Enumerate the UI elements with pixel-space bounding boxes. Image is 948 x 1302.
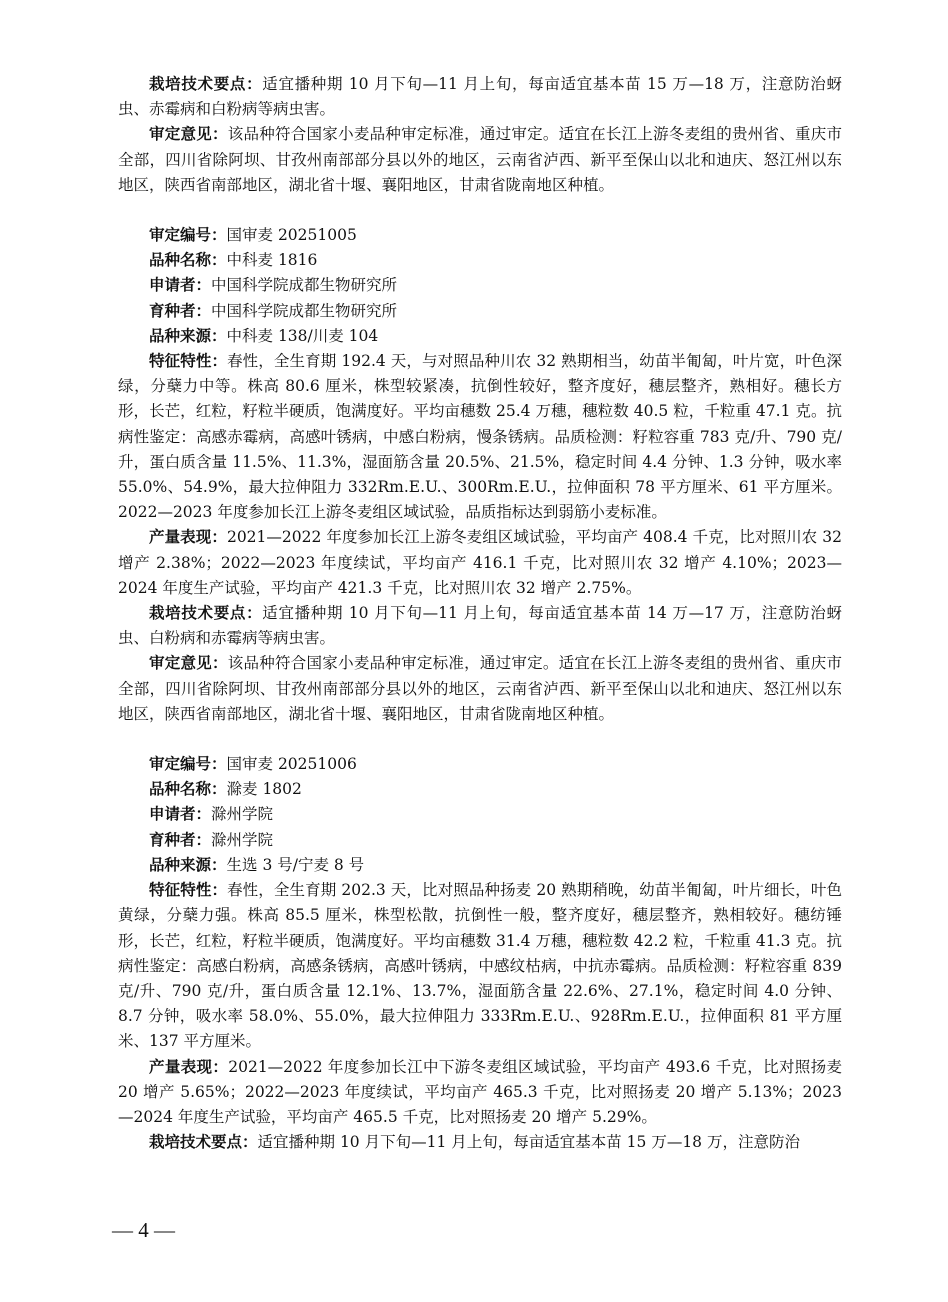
field-text: 中科麦 138/川麦 104 [226,326,379,345]
field-text: 国审麦 20251005 [226,226,357,245]
cultivation-tips-paragraph [118,72,842,122]
field-text: 生选 3 号/宁麦 8 号 [226,855,365,874]
variety-name [118,248,842,273]
field-text: 2021—2022 年度参加长江上游冬麦组区域试验，平均亩产 408.4 千克，比对照川农 32 增产 2.38%；2022—2023 年度续试，平均亩产 416.1 千克，比对照川农 32 增产 4.10%；2023—2024 年度生产试验，平均亩产 421.3 千克，比对照川农 32 增产 2.75%。 [118,528,842,597]
field-text: 中国科学院成都生物研究所 [211,276,398,295]
variety-name [118,777,842,802]
field-label: 申请者： [149,276,212,295]
yield-paragraph [118,525,842,601]
field-label: 品种名称： [149,251,227,270]
field-label: 栽培技术要点： [149,75,263,93]
field-label: 特征特性： [149,352,228,371]
field-label: 审定意见： [149,125,228,144]
page-number: — 4 — [112,1218,175,1242]
field-label: 栽培技术要点： [149,1133,258,1152]
section-gap [118,727,842,752]
applicant [118,273,842,298]
field-label: 产量表现： [149,1057,229,1076]
applicant [118,802,842,827]
registration-number [118,752,842,777]
field-text: 中国科学院成都生物研究所 [211,301,398,320]
field-label: 申请者： [149,805,212,824]
field-label: 育种者： [149,830,212,849]
field-text: 国审麦 20251006 [226,755,357,774]
field-label: 审定编号： [149,226,227,245]
field-label: 品种来源： [149,855,227,874]
yield-paragraph [118,1055,842,1131]
section-gap [118,198,842,223]
field-text: 春性，全生育期 202.3 天，比对照品种扬麦 20 熟期稍晚，幼苗半匍匐，叶片细长，叶色黄绿，分蘖力强。株高 85.5 厘米，株型松散，抗倒性一般，整齐度好，穗层整齐，熟相较好。穗纺锤形，长芒，红粒，籽粒半硬质，饱满度好。平均亩穗数 31.4 万穗，穗粒数 42.2 粒，千粒重 41.3 克。抗病性鉴定：高感白粉病，高感条锈病，高感叶锈病，中感纹枯病，中抗赤霉病。品质检测：籽粒容重 839 克/升、790 克/升，蛋白质含量 12.1%、13.7%，湿面筋含量 22.6%、27.1%，稳定时间 4.0 分钟、8.7 分钟，吸水率 58.0%、55.0%，最大拉伸阻力 333Rm.E.U.、928Rm.E.U.，拉伸面积 81 平方厘米、137 平方厘米。 [118,881,842,1051]
field-text: 滁麦 1802 [226,780,302,799]
field-label: 栽培技术要点： [149,604,263,623]
field-label: 审定意见： [149,654,228,673]
breeder [118,299,842,324]
field-text: 2021—2022 年度参加长江中下游冬麦组区域试验，平均亩产 493.6 千克，比对照扬麦 20 增产 5.65%；2022—2023 年度续试，平均亩产 465.3 千克，比对照扬麦 20 增产 5.13%；2023—2024 年度生产试验，平均亩产 465.5 千克，比对照扬麦 20 增产 5.29%。 [118,1057,842,1126]
field-text: 适宜播种期 10 月下旬—11 月上旬，每亩适宜基本苗 15 万—18 万，注意防治 [257,1133,800,1152]
characteristics-paragraph [118,878,842,1054]
breeder [118,828,842,853]
field-text: 中科麦 1816 [226,251,318,270]
cultivation-tips-paragraph [118,601,842,651]
field-text: 该品种符合国家小麦品种审定标准，通过审定。适宜在长江上游冬麦组的贵州省、重庆市全部，四川省除阿坝、甘孜州南部部分县以外的地区，云南省泸西、新平至保山以北和迪庆、怒江州以东地区，陕西省南部地区，湖北省十堰、襄阳地区，甘肃省陇南地区种植。 [118,125,842,194]
field-text: 春性，全生育期 192.4 天，与对照品种川农 32 熟期相当，幼苗半匍匐，叶片宽，叶色深绿，分蘖力中等。株高 80.6 厘米，株型较紧凑，抗倒性较好，整齐度好，穗层整齐，熟相好。穗长方形，长芒，红粒，籽粒半硬质，饱满度好。平均亩穗数 25.4 万穗，穗粒数 40.5 粒，千粒重 47.1 克。抗病性鉴定：高感赤霉病，高感叶锈病，中感白粉病，慢条锈病。品质检测：籽粒容重 783 克/升、790 克/升，蛋白质含量 11.5%、11.3%，湿面筋含量 20.5%、21.5%，稳定时间 4.4 分钟、1.3 分钟，吸水率 55.0%、54.9%，最大拉伸阻力 332Rm.E.U.、300Rm.E.U.，拉伸面积 78 平方厘米、61 平方厘米。2022—2023 年度参加长江上游冬麦组区域试验，品质指标达到弱筋小麦标准。 [118,352,842,522]
approval-opinion-paragraph [118,122,842,198]
field-label: 审定编号： [149,755,227,774]
field-text: 滁州学院 [211,805,274,824]
approval-opinion-paragraph [118,651,842,727]
field-text: 滁州学院 [211,830,274,849]
field-label: 产量表现： [149,528,227,547]
field-text: 适宜播种期 10 月下旬—11 月上旬，每亩适宜基本苗 14 万—17 万，注意防治蚜虫、白粉病和赤霉病等病虫害。 [118,604,842,648]
registration-number [118,223,842,248]
characteristics-paragraph [118,349,842,525]
field-text: 该品种符合国家小麦品种审定标准，通过审定。适宜在长江上游冬麦组的贵州省、重庆市全部，四川省除阿坝、甘孜州南部部分县以外的地区，云南省泸西、新平至保山以北和迪庆、怒江州以东地区，陕西省南部地区，湖北省十堰、襄阳地区，甘肃省陇南地区种植。 [118,654,842,723]
variety-source [118,324,842,349]
variety-source [118,853,842,878]
document-body [118,72,842,1155]
cultivation-tips-paragraph [118,1130,842,1155]
field-label: 品种来源： [149,326,227,345]
field-label: 育种者： [149,301,212,320]
field-text: 适宜播种期 10 月下旬—11 月上旬，每亩适宜基本苗 15 万—18 万，注意防治蚜虫、赤霉病和白粉病等病虫害。 [118,75,842,119]
field-label: 品种名称： [149,780,227,799]
field-label: 特征特性： [149,881,228,900]
